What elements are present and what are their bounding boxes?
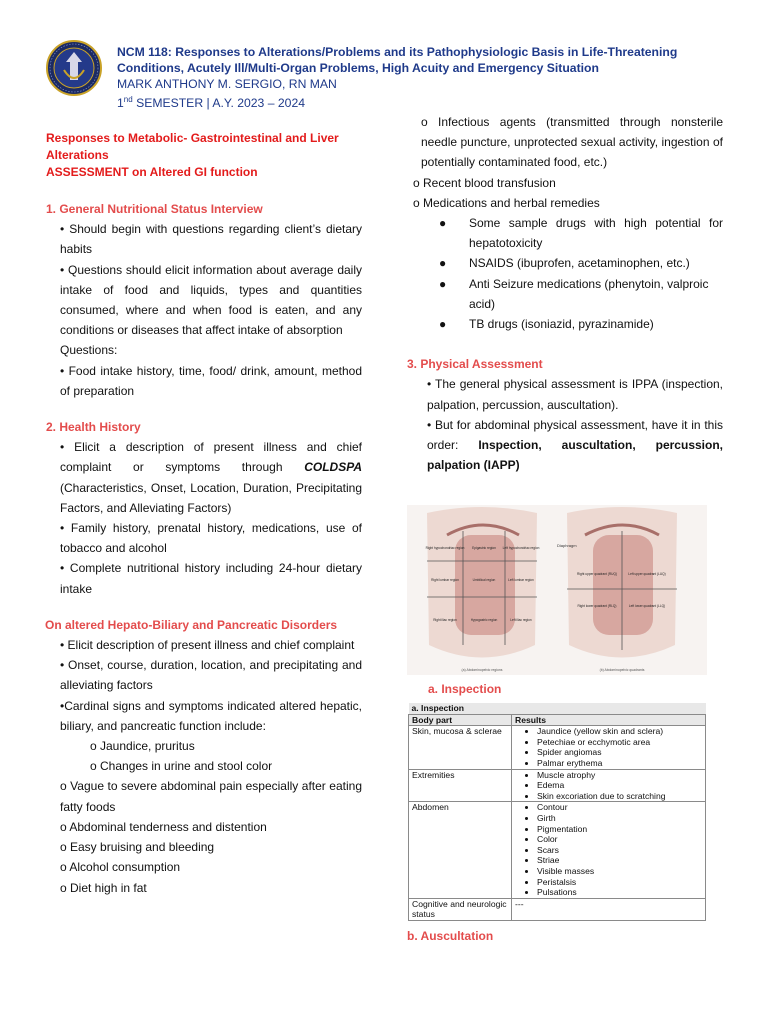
topic-subtitle: ASSESSMENT on Altered GI function (46, 165, 258, 179)
list-item: o Changes in urine and stool color (90, 759, 273, 774)
paragraph: • Onset, course, duration, location, and precipitating and alleviating factors (60, 658, 362, 693)
region-label: Left lumbar region (508, 578, 534, 582)
list-item: o Easy bruising and bleeding (60, 840, 215, 855)
region-label: Right iliac region (433, 618, 457, 622)
list-item: o Medications and herbal remedies (413, 195, 600, 210)
document-header (117, 44, 737, 111)
paragraph: •Cardinal signs and symptoms indicated altered hepatic, biliary, and pancreatic function include: (60, 698, 362, 733)
table-caption: a. Inspection (409, 703, 706, 714)
region-label: Left iliac region (510, 618, 532, 622)
quadrant-label: Left lower quadrant (LLQ) (628, 604, 666, 608)
paragraph: • Family history, prenatal history, medications, use of tobacco and alcohol (60, 521, 362, 556)
abdominal-regions-figure (407, 505, 707, 675)
paragraph: • The general physical assessment is IPPA (inspection, palpation, percussion, auscultation). (427, 377, 723, 412)
quadrant-label: Right lower quadrant (RLQ) (577, 604, 617, 608)
inspection-table (408, 703, 706, 921)
list-item: ● Some sample drugs with high potential for hepatotoxicity (439, 216, 723, 251)
right-column (407, 112, 723, 475)
list-item: o Jaundice, pruritus (90, 739, 195, 754)
region-label: Umbilical region (472, 578, 496, 582)
region-label: Right hypochondriac region (425, 546, 465, 550)
paragraph: • Elicit a description of present illness and chief complaint or symptoms through COLDSPA (Characteristics, Onset, Location, Duration, Precipitating Factors, and Alleviating Factors) (60, 440, 362, 515)
abdominopelvic-regions-diagram (427, 507, 537, 658)
course-title-line2: Conditions, Acutely Ill/Multi-Organ Problems, High Acuity and Emergency Situation (117, 61, 599, 75)
table-cell: • Contour • Girth • Pigmentation • Color • Scars • Striae • Visible masses • Peristalsis • Pulsations (512, 802, 706, 898)
list-item: ● Anti Seizure medications (phenytoin, valproic acid) (439, 276, 709, 311)
inspection-heading: a. Inspection (428, 682, 502, 696)
figure-caption: (a) Abdominopelvic regions (461, 668, 503, 672)
column-header: Results (512, 714, 706, 726)
paragraph: Questions: (60, 343, 118, 358)
table-row (409, 898, 706, 920)
list-item: o Recent blood transfusion (413, 175, 556, 190)
quadrant-label: Right upper quadrant (RUQ) (576, 572, 618, 576)
table-row (409, 726, 706, 769)
table-row (409, 769, 706, 802)
abdominopelvic-quadrants-diagram (567, 507, 677, 658)
column-header: Body part (409, 714, 512, 726)
section-hepatobiliary-title: On altered Hepato-Biliary and Pancreatic Disorders (45, 617, 338, 632)
list-item: ● NSAIDS (ibuprofen, acetaminophen, etc.) (439, 256, 690, 271)
paragraph: • Complete nutritional history including 24-hour dietary intake (60, 561, 362, 596)
figure-caption: (b) Abdominopelvic quadrants (599, 668, 645, 672)
region-label: Left hypochondriac region (502, 546, 540, 550)
list-item: ● TB drugs (isoniazid, pyrazinamide) (439, 317, 654, 332)
list-item: o Vague to severe abdominal pain especially after eating fatty foods (60, 779, 362, 814)
paragraph: • Questions should elicit information about average daily intake of food and liquids, types and quantities consumed, where and when food is eaten, and any conditions or diseases that affect intake of absorption (60, 262, 362, 338)
section-physical-assessment-title: 3. Physical Assessment (407, 357, 543, 372)
paragraph: • Food intake history, time, food/ drink, amount, method of preparation (60, 363, 362, 398)
semester-line: 1nd SEMESTER | A.Y. 2023 – 2024 (117, 95, 306, 111)
paragraph: • But for abdominal physical assessment, have it in this order: Inspection, auscultation, percussion, palpation (IAPP) (427, 417, 723, 473)
topic-title: Responses to Metabolic- Gastrointestinal and Liver Alterations (46, 131, 339, 162)
course-title-line1: NCM 118: Responses to Alterations/Problems and its Pathophysiologic Basis in Life-Threatening (117, 45, 678, 59)
list-item: o Abdominal tenderness and distention (60, 819, 267, 834)
table-cell: Abdomen (409, 802, 512, 898)
list-item: o Diet high in fat (60, 880, 147, 895)
section-health-history-title: 2. Health History (46, 420, 141, 435)
section-nutritional-interview-title: 1. General Nutritional Status Interview (46, 202, 263, 216)
left-column (46, 130, 362, 898)
paragraph: • Elicit description of present illness and chief complaint (60, 638, 355, 653)
paragraph: • Should begin with questions regarding client’s dietary habits (60, 222, 362, 257)
auscultation-heading: b. Auscultation (407, 929, 494, 943)
university-seal-logo (46, 40, 102, 96)
list-item: o Infectious agents (transmitted through nonsterile needle puncture, unprotected sexual activity, ingestion of potentially contaminated food, etc.) (421, 115, 723, 170)
list-item: o Alcohol consumption (60, 860, 181, 875)
region-label: Epigastric region (472, 546, 496, 550)
diaphragm-label: Diaphragm (557, 543, 577, 548)
table-cell: • Muscle atrophy • Edema • Skin excoriation due to scratching (512, 769, 706, 802)
region-label: Hypogastric region (470, 618, 498, 622)
quadrant-label: Left upper quadrant (LUQ) (628, 572, 666, 576)
drug-list (413, 213, 723, 334)
region-label: Right lumbar region (431, 578, 459, 582)
table-cell: • Jaundice (yellow skin and sclera) • Petechiae or ecchymotic area • Spider angiomas • Palmar erythema (512, 726, 706, 769)
table-row (409, 802, 706, 898)
table-cell: Cognitive and neurologic status (409, 898, 512, 920)
table-cell: Extremities (409, 769, 512, 802)
author-name: MARK ANTHONY M. SERGIO, RN MAN (117, 77, 337, 91)
table-cell: Skin, mucosa & sclerae (409, 726, 512, 769)
table-cell: --- (512, 898, 706, 920)
